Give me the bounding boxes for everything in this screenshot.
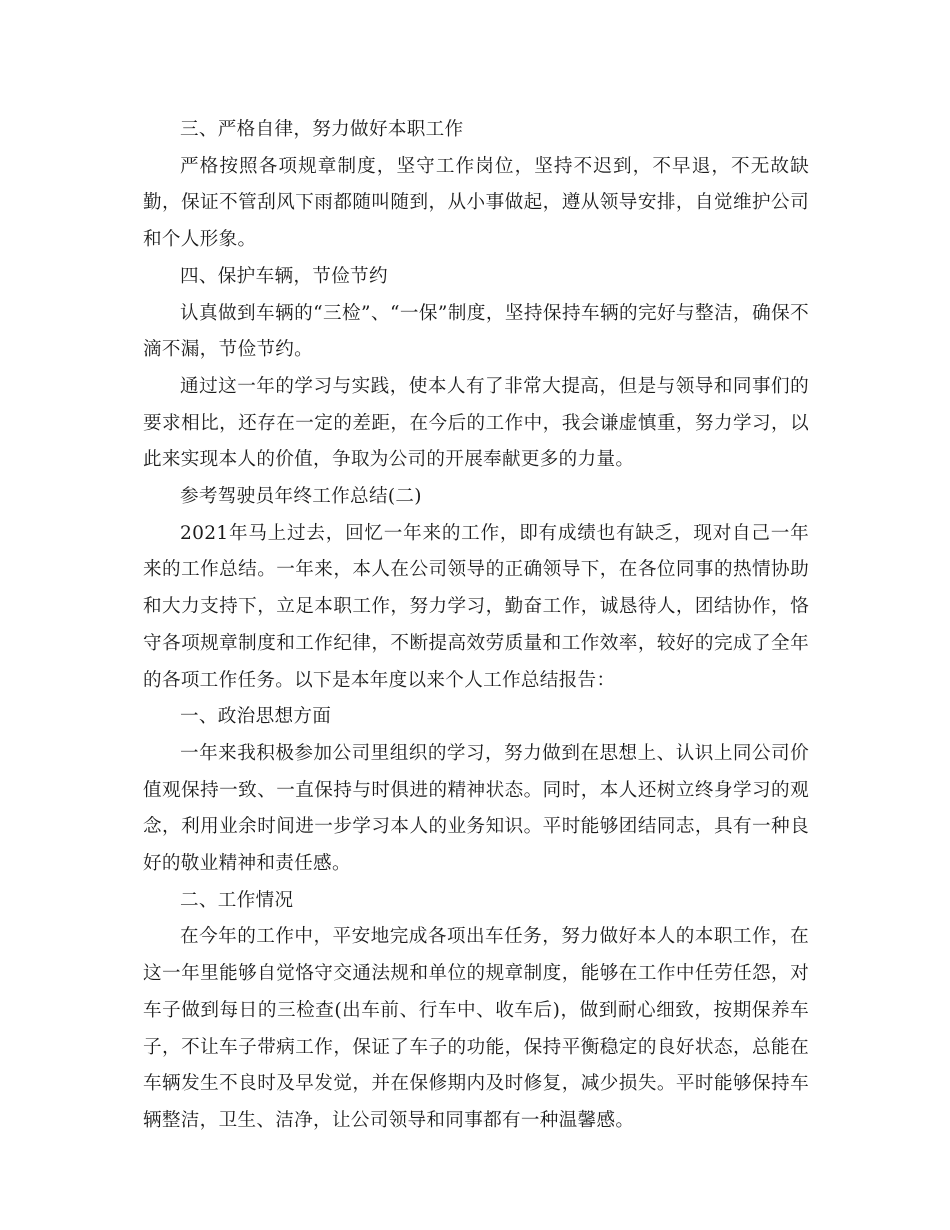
section-heading-1: 一、政治思想方面 (180, 706, 332, 728)
document-subtitle: 参考驾驶员年终工作总结(二) (180, 486, 422, 508)
paragraph-conclusion: 通过这一年的学习与实践，使本人有了非常大提高，但是与领导和同事们的要求相比，还存在一定的差距，在今后的工作中，我会谦虚慎重，努力学习，以此来实现本人的价值，争取为公司的开展奉献更多的力量。 (143, 375, 809, 471)
paragraph-vehicle-care: 认真做到车辆的“三检”、“一保”制度，坚持保持车辆的完好与整洁，确保不滴不漏，节俭节约。 (143, 302, 809, 361)
document-body (143, 112, 809, 1140)
paragraph-discipline: 严格按照各项规章制度，坚守工作岗位，坚持不迟到，不早退，不无故缺勤，保证不管刮风下雨都随叫随到，从小事做起，遵从领导安排，自觉维护公司和个人形象。 (143, 155, 809, 251)
paragraph-work-situation: 在今年的工作中，平安地完成各项出车任务，努力做好本人的本职工作，在这一年里能够自觉恪守交通法规和单位的规章制度，能够在工作中任劳任怨，对车子做到每日的三检查(出车前、行车中、收车后)，做到耐心细致，按期保养车子，不让车子带病工作，保证了车子的功能，保持平衡稳定的良好状态，总能在车辆发生不良时及早发觉，并在保修期内及时修复，减少损失。平时能够保持车辆整洁，卫生、洁净，让公司领导和同事都有一种温馨感。 (143, 926, 809, 1131)
section-heading-3: 三、严格自律，努力做好本职工作 (180, 119, 464, 140)
paragraph-introduction: 2021年马上过去，回忆一年来的工作，即有成绩也有缺乏，现对自己一年来的工作总结。一年来，本人在公司领导的正确领导下，在各位同事的热情协助和大力支持下，立足本职工作，努力学习，勤奋工作，诚恳待人，团结协作，恪守各项规章制度和工作纪律，不断提高效劳质量和工作效率，较好的完成了全年的各项工作任务。以下是本年度以来个人工作总结报告： (143, 522, 809, 691)
paragraph-political-thought: 一年来我积极参加公司里组织的学习，努力做到在思想上、认识上同公司价值观保持一致、一直保持与时俱进的精神状态。同时，本人还树立终身学习的观念，利用业余时间进一步学习本人的业务知识。平时能够团结同志，具有一种良好的敬业精神和责任感。 (143, 742, 809, 875)
section-heading-2: 二、工作情况 (180, 889, 294, 911)
section-heading-4: 四、保护车辆，节俭节约 (180, 265, 388, 287)
